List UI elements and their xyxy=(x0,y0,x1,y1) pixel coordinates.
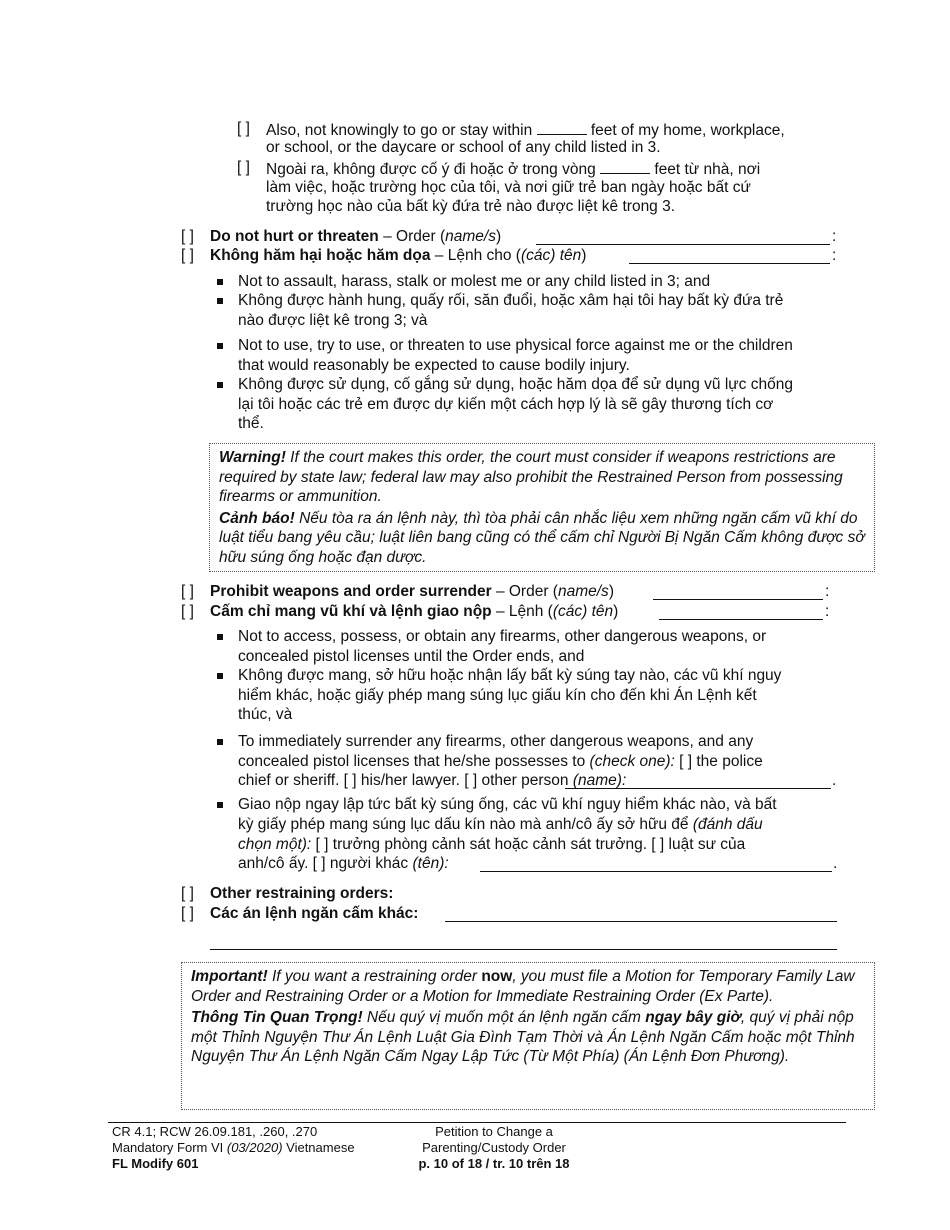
weapons-b2-vi-3b[interactable]: [ ] trưởng phòng cảnh sát hoặc cảnh sát trưởng. [ ] luật sư của xyxy=(311,836,746,853)
other-orders-field-2[interactable] xyxy=(210,949,837,950)
weapons-b2-vi-name-label: (tên): xyxy=(412,855,449,872)
weapons-b2-vi-4 xyxy=(238,854,449,874)
footer-title-2: Parenting/Custody Order xyxy=(422,1140,566,1155)
weapons-en-heading xyxy=(210,582,614,602)
no-hurt-vi-heading xyxy=(210,246,586,266)
no-hurt-b2-vi-3: thể. xyxy=(238,415,264,432)
other-en-checkbox[interactable]: [ ] xyxy=(181,885,194,902)
weapons-b2-en-check-one: (check one): xyxy=(589,753,675,770)
bullet-icon xyxy=(217,634,223,640)
no-hurt-en-heading xyxy=(210,227,501,247)
no-hurt-en-close: ) xyxy=(495,228,502,245)
bullet-icon xyxy=(217,739,223,745)
warning-en-text: If the court makes this order, the court must consider if weapons restrictions are required by state law; federal law may also prohibit the Restrained Person from possessing firearms or ammunition. xyxy=(219,449,843,505)
stay-away-vi-text-1: Ngoài ra, không được cố ý đi hoặc ở trong vòng xyxy=(266,161,596,178)
other-vi-title-text: Các án lệnh ngăn cấm khác: xyxy=(210,905,419,922)
important-en-label: Important! xyxy=(191,968,268,985)
important-en-text-1: If you want a restraining order xyxy=(267,968,482,985)
weapons-b2-vi-2 xyxy=(238,815,763,835)
weapons-vi-colon: : xyxy=(825,603,830,620)
footer-title-1: Petition to Change a xyxy=(435,1124,553,1139)
no-hurt-vi-order: – Lệnh cho ( xyxy=(434,247,521,264)
weapons-b1-en-2: concealed pistol licenses until the Order ends, and xyxy=(238,648,585,665)
footer-form-id: FL Modify 601 xyxy=(112,1156,199,1171)
weapons-b2-en-2a: concealed pistol licenses that he/she possesses to xyxy=(238,753,590,770)
weapons-en-checkbox[interactable]: [ ] xyxy=(181,583,194,600)
stay-away-vi-line-2: làm việc, hoặc trường học của tôi, và nơi giữ trẻ ban ngày hoặc bất cứ xyxy=(266,179,751,196)
stay-away-vi-checkbox[interactable]: [ ] xyxy=(237,159,250,176)
weapons-vi-heading xyxy=(210,602,618,622)
bullet-icon xyxy=(217,343,223,349)
no-hurt-vi-title: Không hăm hại hoặc hăm dọa xyxy=(210,247,431,264)
bullet-icon xyxy=(217,673,223,679)
stay-away-en-text-1: Also, not knowingly to go or stay within xyxy=(266,122,533,139)
stay-away-en-text-2: feet of my home, workplace, xyxy=(590,122,785,139)
weapons-en-names-label: name/s xyxy=(557,583,609,600)
no-hurt-b1-vi-2: nào được liệt kê trong 3; và xyxy=(238,312,428,329)
warning-vi xyxy=(219,509,865,568)
bullet-icon xyxy=(217,382,223,388)
important-vi-now: ngay bây giờ xyxy=(645,1009,741,1026)
weapons-b2-en-1: To immediately surrender any firearms, other dangerous weapons, and any xyxy=(238,733,754,750)
stay-away-vi-feet-field[interactable] xyxy=(600,158,650,174)
weapons-b2-vi-2b: (đánh dấu xyxy=(692,816,763,833)
warning-en xyxy=(219,448,865,507)
important-en-text-2: , you must file a Motion for Temporary Family Law Order and Restraining Order or a Motion for Immediate Restraining Order (Ex Parte). xyxy=(191,968,855,1005)
important-en-now: now xyxy=(481,968,513,985)
weapons-en-period: . xyxy=(832,772,837,789)
weapons-en-names-field[interactable] xyxy=(653,584,823,600)
footer-form-language: Vietnamese xyxy=(282,1140,355,1155)
weapons-b2-en-police-option[interactable]: [ ] the police xyxy=(674,753,763,770)
footer-form-label: Mandatory Form VI xyxy=(112,1140,227,1155)
weapons-vi-names-label: (các) tên xyxy=(552,603,614,620)
weapons-vi-title: Cấm chỉ mang vũ khí và lệnh giao nộp xyxy=(210,603,492,620)
footer-center xyxy=(394,1124,594,1172)
weapons-vi-other-person-field[interactable] xyxy=(480,856,832,872)
important-vi-label: Thông Tin Quan Trọng! xyxy=(191,1009,363,1026)
important-vi-text-1: Nếu quý vị muốn một án lệnh ngăn cấm xyxy=(362,1009,646,1026)
bullet-icon xyxy=(217,802,223,808)
other-orders-field-1[interactable] xyxy=(445,906,837,922)
footer-form-date: (03/2020) xyxy=(226,1140,283,1155)
warning-en-label: Warning! xyxy=(219,449,286,466)
warning-box xyxy=(209,443,875,572)
no-hurt-b2-vi-1: Không được sử dụng, cố gắng sử dụng, hoặc hăm dọa để sử dụng vũ lực chống xyxy=(238,376,793,393)
stay-away-en-line-2: or school, or the daycare or school of any child listed in 3. xyxy=(266,139,661,156)
weapons-b2-en-2 xyxy=(238,752,763,772)
weapons-en-other-person-field[interactable] xyxy=(565,773,831,789)
weapons-en-order: – Order ( xyxy=(495,583,558,600)
no-hurt-b2-en-1: Not to use, try to use, or threaten to use physical force against me or the children xyxy=(238,337,793,354)
no-hurt-b1-vi-1: Không được hành hung, quấy rối, săn đuổi, hoặc xâm hại tôi hay bất kỳ đứa trẻ xyxy=(238,292,784,309)
warning-vi-label: Cảnh báo! xyxy=(219,509,295,527)
important-vi xyxy=(191,1008,865,1067)
footer-form-line xyxy=(112,1140,355,1156)
no-hurt-vi-colon: : xyxy=(832,247,837,264)
stay-away-vi-line-1 xyxy=(266,158,760,180)
weapons-b2-vi-3 xyxy=(238,835,745,855)
stay-away-vi-line-3: trường học nào của bất kỳ đứa trẻ nào được liệt kê trong 3. xyxy=(266,198,676,215)
no-hurt-en-order: – Order ( xyxy=(383,228,446,245)
other-vi-checkbox[interactable]: [ ] xyxy=(181,905,194,922)
important-en xyxy=(191,967,865,1006)
stay-away-vi-text-2: feet từ nhà, nơi xyxy=(654,161,761,178)
important-box xyxy=(181,962,875,1110)
weapons-b2-vi-2a: kỳ giấy phép mang súng lục dấu kín nào mà anh/cô ấy sở hữu để xyxy=(238,816,693,833)
weapons-vi-checkbox[interactable]: [ ] xyxy=(181,603,194,620)
no-hurt-en-names-label: name/s xyxy=(445,228,496,245)
no-hurt-en-checkbox[interactable]: [ ] xyxy=(181,228,194,245)
warning-vi-text: Nếu tòa ra án lệnh này, thì tòa phải cân nhắc liệu xem những ngăn cấm vũ khí do luật tiểu bang yêu cầu; luật liên bang cũng có thể cấm chỉ Người Bị Ngăn Cấm không được sở hữu súng ống hoặc đạn dược. xyxy=(219,509,865,566)
weapons-b2-vi-1: Giao nộp ngay lập tức bất kỳ súng ống, các vũ khí nguy hiểm khác nào, và bất xyxy=(238,796,777,813)
weapons-en-title: Prohibit weapons and order surrender xyxy=(210,583,492,600)
no-hurt-b1-en: Not to assault, harass, stalk or molest me or any child listed in 3; and xyxy=(238,273,711,290)
other-en-title xyxy=(210,884,393,904)
weapons-b2-en-name-label: (name): xyxy=(572,772,627,789)
weapons-b1-vi-1: Không được mang, sở hữu hoặc nhận lấy bất kỳ súng tay nào, các vũ khí nguy xyxy=(238,667,782,684)
footer-page-number: p. 10 of 18 / tr. 10 trên 18 xyxy=(418,1156,570,1171)
no-hurt-en-colon: : xyxy=(832,228,837,245)
weapons-b2-en-3a[interactable]: chief or sheriff. [ ] his/her lawyer. [ ] other person xyxy=(238,772,573,789)
no-hurt-b2-en-2: that would reasonably be expected to cause bodily injury. xyxy=(238,357,630,374)
no-hurt-en-names-field[interactable] xyxy=(536,229,830,245)
footer-statute: CR 4.1; RCW 26.09.181, .260, .270 xyxy=(112,1124,318,1139)
weapons-vi-names-field[interactable] xyxy=(659,604,823,620)
footer-left xyxy=(112,1124,355,1172)
weapons-b1-vi-2: hiểm khác, hoặc giấy phép mang súng lục giấu kín cho đến khi Án Lệnh kết xyxy=(238,687,757,704)
no-hurt-vi-names-field[interactable] xyxy=(629,248,830,264)
bullet-icon xyxy=(217,298,223,304)
weapons-b1-en-1: Not to access, possess, or obtain any firearms, other dangerous weapons, or xyxy=(238,628,767,645)
no-hurt-en-title: Do not hurt or threaten xyxy=(210,228,379,245)
weapons-vi-order: – Lệnh ( xyxy=(495,603,553,620)
stay-away-feet-field[interactable] xyxy=(537,119,587,135)
stay-away-en-checkbox[interactable]: [ ] xyxy=(237,120,250,137)
other-vi-title xyxy=(210,904,418,924)
weapons-b1-vi-3: thúc, và xyxy=(238,706,293,723)
bullet-icon xyxy=(217,279,223,285)
important-vi-text-2: , quý vị phải nộp một Thỉnh Nguyện Thư Án Lệnh Luật Gia Đình Tạm Thời và Án Lệnh Ngăn Cấm hoặc một Thỉnh Nguyện Thư Án Lệnh Ngăn Cấm Ngay Lập Tức (Từ Một Phía) (Án Lệnh Đơn Phương). xyxy=(191,1009,855,1065)
no-hurt-vi-close: ) xyxy=(581,247,587,264)
weapons-vi-period: . xyxy=(833,855,838,872)
no-hurt-vi-names-label: (các) tên xyxy=(520,247,582,264)
weapons-b2-vi-3a: chọn một): xyxy=(238,836,312,853)
no-hurt-vi-checkbox[interactable]: [ ] xyxy=(181,247,194,264)
weapons-en-colon: : xyxy=(825,583,830,600)
weapons-vi-close: ) xyxy=(613,603,619,620)
weapons-b2-vi-4a[interactable]: anh/cô ấy. [ ] người khác xyxy=(238,855,413,872)
other-en-title-text: Other restraining orders: xyxy=(210,885,394,902)
no-hurt-b2-vi-2: lại tôi hoặc các trẻ em được dự kiến một cách hợp lý là sẽ gây thương tích cơ xyxy=(238,396,774,413)
footer-divider xyxy=(108,1122,846,1123)
weapons-en-close: ) xyxy=(608,583,614,600)
